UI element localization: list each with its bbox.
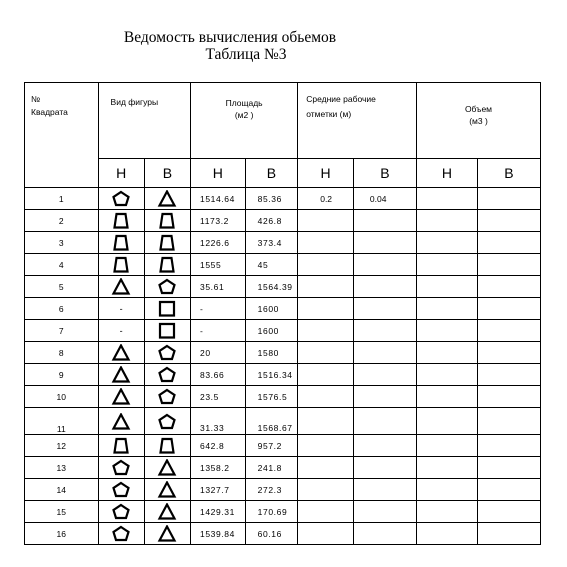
header-num-label: Квадрата [31,107,68,117]
square-number: 8 [25,342,99,364]
header-row [25,83,541,159]
triangle-icon [157,525,177,542]
figure-cell [144,232,190,254]
area-v: 426.8 [245,210,298,232]
subheader-v: В [477,159,540,188]
figure-cell [98,210,144,232]
area-n: 20 [191,342,246,364]
volume-v [477,188,540,210]
volume-n [416,188,477,210]
table-row [25,479,541,501]
header-figure-type: Вид фигуры [98,83,190,159]
figure-cell [98,408,144,435]
mark-v [353,386,416,408]
mark-v [353,435,416,457]
mark-n [298,386,354,408]
header-volume-unit: (м3 ) [469,116,488,126]
square-number: 9 [25,364,99,386]
trapezoid-icon [157,256,177,273]
mark-v [353,408,416,435]
figure-cell [144,408,190,435]
pentagon-icon [111,459,131,476]
trapezoid-icon [157,212,177,229]
square-number: 6 [25,298,99,320]
figure-cell [98,254,144,276]
header-mean-marks [298,83,417,159]
area-n: 31.33 [191,408,246,435]
square-number: 4 [25,254,99,276]
area-n: 83.66 [191,364,246,386]
table-row [25,342,541,364]
square-number: 2 [25,210,99,232]
figure-cell [144,364,190,386]
volume-v [477,298,540,320]
figure-cell [144,501,190,523]
area-n: 1226.6 [191,232,246,254]
trapezoid-icon [111,256,131,273]
header-area-unit: (м2 ) [234,110,254,120]
triangle-icon [111,388,131,405]
area-v: 1516.34 [245,364,298,386]
figure-cell [98,457,144,479]
figure-cell [98,501,144,523]
area-n: 35.61 [191,276,246,298]
trapezoid-icon [111,234,131,251]
mark-v [353,342,416,364]
area-v: 1568.67 [245,408,298,435]
square-number: 16 [25,523,99,545]
mark-n [298,254,354,276]
table-row [25,386,541,408]
area-v: 85.36 [245,188,298,210]
area-v: 1576.5 [245,386,298,408]
area-v: 1600 [245,320,298,342]
area-v: 45 [245,254,298,276]
mark-n [298,320,354,342]
volume-n [416,501,477,523]
figure-cell [144,210,190,232]
area-v: 373.4 [245,232,298,254]
figure-cell [98,386,144,408]
dash-mark: - [119,325,123,336]
volume-n [416,210,477,232]
area-v: 957.2 [245,435,298,457]
area-v: 1580 [245,342,298,364]
trapezoid-icon [111,212,131,229]
triangle-icon [111,413,131,430]
volume-v [477,320,540,342]
square-number: 13 [25,457,99,479]
volume-n [416,457,477,479]
table-caption: Таблица №3 [205,46,287,63]
figure-cell [98,342,144,364]
volume-n [416,298,477,320]
volume-n [416,232,477,254]
header-marks-unit: отметки (м) [306,109,352,119]
trapezoid-icon [111,437,131,454]
square-number: 1 [25,188,99,210]
figure-cell [98,188,144,210]
table-row [25,408,541,435]
triangle-icon [111,366,131,383]
trapezoid-icon [157,234,177,251]
area-v: 1600 [245,298,298,320]
pentagon-icon [157,388,177,405]
mark-v [353,364,416,386]
square-number: 14 [25,479,99,501]
table-row [25,232,541,254]
volume-v [477,408,540,435]
triangle-icon [157,190,177,207]
square-number: 15 [25,501,99,523]
table-row [25,364,541,386]
volume-n [416,408,477,435]
figure-cell [144,342,190,364]
triangle-icon [111,344,131,361]
mark-v [353,210,416,232]
volume-n [416,364,477,386]
header-area [191,83,298,159]
volume-v [477,276,540,298]
mark-v [353,479,416,501]
area-v: 1564.39 [245,276,298,298]
mark-n [298,342,354,364]
area-n: 1358.2 [191,457,246,479]
volume-n [416,342,477,364]
table-row [25,298,541,320]
mark-n [298,364,354,386]
figure-cell [98,364,144,386]
volume-v [477,364,540,386]
area-n: 1173.2 [191,210,246,232]
table-row [25,435,541,457]
area-n: - [191,320,246,342]
area-n: 642.8 [191,435,246,457]
mark-v [353,298,416,320]
table-row [25,523,541,545]
volume-v [477,386,540,408]
pentagon-icon [157,344,177,361]
mark-v [353,254,416,276]
mark-n [298,501,354,523]
figure-cell [144,254,190,276]
table-row [25,457,541,479]
figure-cell [144,435,190,457]
triangle-icon [157,481,177,498]
mark-n [298,523,354,545]
figure-cell [98,276,144,298]
table-row [25,188,541,210]
area-n: 23.5 [191,386,246,408]
subheader-row [25,159,541,188]
mark-v [353,501,416,523]
figure-cell [144,386,190,408]
area-n: 1555 [191,254,246,276]
volume-v [477,254,540,276]
volume-v [477,210,540,232]
pentagon-icon [157,413,177,430]
square-icon [157,300,177,317]
square-icon [157,322,177,339]
volume-n [416,479,477,501]
dash-mark: - [119,303,123,314]
subheader-n: Н [191,159,246,188]
triangle-icon [111,278,131,295]
volume-n [416,386,477,408]
pentagon-icon [157,278,177,295]
area-v: 272.3 [245,479,298,501]
figure-cell [144,523,190,545]
document-title: Ведомость вычисления обьемов [123,29,337,46]
area-n: 1429.31 [191,501,246,523]
area-v: 60.16 [245,523,298,545]
figure-cell [98,232,144,254]
table-row [25,276,541,298]
table-row [25,501,541,523]
subheader-v: В [245,159,298,188]
subheader-n: Н [416,159,477,188]
square-number: 3 [25,232,99,254]
table-row [25,254,541,276]
mark-n [298,210,354,232]
mark-v [353,320,416,342]
square-number: 11 [25,408,99,435]
mark-n [298,435,354,457]
header-volume-label: Объем [464,104,493,114]
mark-n [298,276,354,298]
table-row [25,210,541,232]
volume-v [477,523,540,545]
figure-cell [144,276,190,298]
figure-cell [144,320,190,342]
figure-cell [144,457,190,479]
volume-n [416,523,477,545]
mark-v: 0.04 [353,188,416,210]
volume-v [477,457,540,479]
area-n: 1514.64 [191,188,246,210]
figure-cell [98,479,144,501]
square-number: 12 [25,435,99,457]
mark-n: 0.2 [298,188,354,210]
area-n: 1327.7 [191,479,246,501]
triangle-icon [157,459,177,476]
mark-v [353,232,416,254]
header-num-symbol: № [31,94,41,104]
volume-v [477,501,540,523]
subheader-v: В [353,159,416,188]
mark-v [353,457,416,479]
volume-table [24,82,541,545]
area-v: 170.69 [245,501,298,523]
volume-n [416,254,477,276]
figure-cell [98,435,144,457]
subheader-v: В [144,159,190,188]
volume-n [416,320,477,342]
mark-n [298,479,354,501]
table-row [25,320,541,342]
mark-n [298,408,354,435]
subheader-n: Н [298,159,354,188]
header-volume [416,83,540,159]
pentagon-icon [111,190,131,207]
figure-cell [98,320,144,342]
pentagon-icon [111,481,131,498]
triangle-icon [157,503,177,520]
area-v: 241.8 [245,457,298,479]
area-n: - [191,298,246,320]
pentagon-icon [111,525,131,542]
mark-v [353,276,416,298]
volume-v [477,342,540,364]
figure-cell [98,298,144,320]
volume-v [477,479,540,501]
trapezoid-icon [157,437,177,454]
volume-n [416,435,477,457]
volume-v [477,435,540,457]
figure-cell [98,523,144,545]
figure-cell [144,479,190,501]
mark-n [298,298,354,320]
mark-n [298,457,354,479]
header-area-label: Площадь [225,98,263,108]
mark-n [298,232,354,254]
figure-cell [144,188,190,210]
square-number: 10 [25,386,99,408]
pentagon-icon [157,366,177,383]
subheader-n: Н [98,159,144,188]
header-marks-label: Средние рабочие [306,94,376,104]
square-number: 5 [25,276,99,298]
mark-v [353,523,416,545]
figure-cell [144,298,190,320]
header-square-number [25,83,99,188]
area-n: 1539.84 [191,523,246,545]
square-number: 7 [25,320,99,342]
pentagon-icon [111,503,131,520]
volume-v [477,232,540,254]
volume-n [416,276,477,298]
